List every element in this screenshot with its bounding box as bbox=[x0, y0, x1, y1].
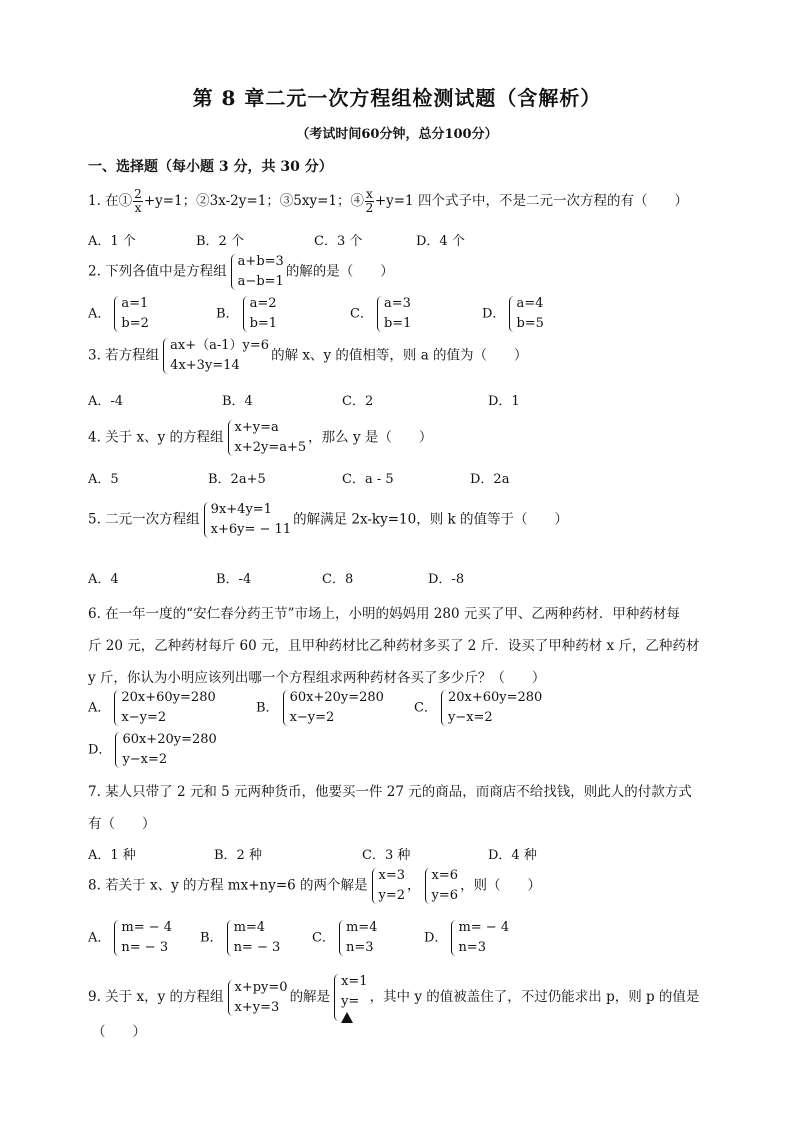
option-label: C． bbox=[350, 306, 373, 322]
equation-system bbox=[439, 688, 542, 728]
equation: b=5 bbox=[516, 316, 544, 331]
q4-option-c: C．a - 5 bbox=[342, 472, 394, 487]
equation: y−x=2 bbox=[122, 752, 168, 767]
question-7-line-2: 有（ ） bbox=[88, 816, 156, 832]
equation-system bbox=[225, 918, 281, 958]
q5-option-a: A．4 bbox=[88, 572, 119, 587]
option-label: C． bbox=[312, 930, 335, 946]
equation: m=4 bbox=[233, 920, 266, 935]
option-label: D． bbox=[482, 306, 506, 322]
equation: b=1 bbox=[383, 316, 412, 331]
q5-option-c: C．8 bbox=[322, 572, 354, 587]
q4-option-b: B．2a+5 bbox=[208, 472, 266, 487]
equation: b=1 bbox=[249, 316, 278, 331]
equation: y=6 bbox=[431, 888, 459, 903]
equation-system bbox=[226, 978, 288, 1018]
question-9-line-2: （ ） bbox=[92, 1024, 146, 1040]
option-label: B． bbox=[200, 930, 223, 946]
q6-option-d bbox=[88, 730, 219, 770]
equation: m=4 bbox=[345, 920, 378, 935]
question-4 bbox=[88, 418, 432, 458]
equation-system bbox=[112, 688, 215, 728]
equation-system bbox=[112, 294, 149, 334]
equation: 4x+3y=14 bbox=[170, 358, 240, 373]
question-3 bbox=[88, 336, 528, 376]
option-label: B． bbox=[256, 700, 279, 716]
equation: 9x+4y=1 bbox=[210, 502, 272, 517]
option-label: C． bbox=[414, 700, 437, 716]
question-text: ，那么 y 是（ ） bbox=[308, 429, 433, 446]
question-2 bbox=[88, 252, 394, 292]
equation: 20x+60y=280 bbox=[121, 690, 216, 705]
equation: x−y=2 bbox=[121, 710, 167, 725]
fraction-denominator: x bbox=[134, 201, 142, 215]
option-label: A． bbox=[88, 306, 111, 322]
equation-system bbox=[449, 918, 509, 958]
fraction-numerator: 2 bbox=[134, 187, 142, 201]
equation-system bbox=[161, 336, 269, 376]
q1-option-d: D．4 个 bbox=[416, 234, 465, 249]
option-label: A． bbox=[88, 700, 111, 716]
equation: ax+（a-1）y=6 bbox=[170, 338, 270, 353]
option-label: D． bbox=[88, 742, 112, 758]
q8-option-c bbox=[312, 918, 379, 958]
q3-option-c: C．2 bbox=[342, 394, 374, 409]
question-7-line-1: 7. 某人只带了 2 元和 5 元两种货币，他要买一件 27 元的商品，而商店不给找钱，则此人的付款方式 bbox=[88, 784, 692, 800]
q6-option-b bbox=[256, 688, 386, 728]
page-title: 第 8 章二元一次方程组检测试题（含解析） bbox=[192, 86, 602, 110]
option-label: B． bbox=[216, 306, 239, 322]
q3-option-a: A．-4 bbox=[88, 394, 124, 409]
equation: x=1 bbox=[341, 974, 368, 989]
q4-option-d: D．2a bbox=[470, 472, 510, 487]
equation: y= bbox=[341, 994, 360, 1009]
equation: n= − 3 bbox=[233, 940, 281, 955]
question-text: +y=1 四个式子中，不是二元一次方程的有（ ） bbox=[374, 193, 688, 209]
equation: x+6y= − 11 bbox=[210, 522, 292, 537]
equation-system bbox=[423, 866, 459, 906]
equation: m= − 4 bbox=[121, 920, 173, 935]
question-1 bbox=[88, 188, 688, 215]
question-text: +y=1；②3x-2y=1；③5xy=1；④ bbox=[143, 193, 365, 209]
triangle-cover-icon bbox=[341, 1012, 353, 1023]
question-5 bbox=[88, 500, 568, 540]
fraction bbox=[365, 188, 374, 215]
equation: x+2y=a+5 bbox=[234, 440, 307, 455]
equation: a+b=3 bbox=[237, 254, 284, 269]
q7-option-a: A．1 种 bbox=[88, 848, 136, 863]
question-8 bbox=[88, 866, 541, 906]
q2-option-b bbox=[216, 294, 279, 334]
equation: a=2 bbox=[249, 296, 277, 311]
q8-option-d bbox=[424, 918, 511, 958]
question-text: 的解满足 2x-ky=10，则 k 的值等于（ ） bbox=[293, 511, 568, 528]
q6-option-a bbox=[88, 688, 218, 728]
q1-option-b: B．2 个 bbox=[196, 234, 244, 249]
question-6-line-1: 6. 在一年一度的“安仁春分药王节”市场上，小明的妈妈用 280 元买了甲、乙两种药材．甲种药材每 bbox=[88, 606, 680, 622]
q7-option-d: D．4 种 bbox=[488, 848, 537, 863]
q7-option-b: B．2 种 bbox=[214, 848, 262, 863]
equation-system bbox=[202, 500, 291, 540]
q7-option-c: C．3 种 bbox=[362, 848, 411, 863]
solution-system bbox=[332, 972, 368, 1023]
equation: y=2 bbox=[378, 888, 406, 903]
q5-option-d: D．-8 bbox=[428, 572, 465, 587]
equation: y−x=2 bbox=[447, 710, 493, 725]
question-text: 1. 在① bbox=[88, 193, 133, 209]
equation-system bbox=[507, 294, 544, 334]
question-text: 的解 x、y 的值相等，则 a 的值为（ ） bbox=[271, 347, 528, 364]
question-6-line-3: y 斤，你认为小明应该列出哪一个方程组求两种药材各买了多少斤？（ ） bbox=[88, 670, 546, 686]
question-text: 3. 若方程组 bbox=[88, 347, 160, 364]
q1-option-a: A．1 个 bbox=[88, 234, 136, 249]
equation-system bbox=[370, 866, 406, 906]
equation: x=3 bbox=[378, 868, 406, 883]
q3-option-b: B．4 bbox=[222, 394, 253, 409]
equation-system bbox=[226, 418, 307, 458]
q2-option-d bbox=[482, 294, 546, 334]
question-text: 的解的是（ ） bbox=[285, 263, 394, 280]
equation: 20x+60y=280 bbox=[447, 690, 543, 705]
q8-option-a bbox=[88, 918, 174, 958]
equation-system bbox=[375, 294, 412, 334]
q2-option-a bbox=[88, 294, 151, 334]
question-text: 的解是 bbox=[289, 989, 331, 1005]
covered-equation bbox=[341, 992, 368, 1023]
q5-option-b: B．-4 bbox=[216, 572, 252, 587]
exam-time-subtitle: （考试时间60分钟，总分100分） bbox=[296, 127, 498, 142]
question-text: 5. 二元一次方程组 bbox=[88, 511, 200, 528]
option-label: A． bbox=[88, 930, 111, 946]
equation: 60x+20y=280 bbox=[122, 732, 217, 747]
equation: a=1 bbox=[121, 296, 149, 311]
q4-option-a: A．5 bbox=[88, 472, 119, 487]
equation: x+y=3 bbox=[234, 999, 280, 1015]
q1-option-c: C．3 个 bbox=[314, 234, 363, 249]
section-heading: 一、选择题（每小题 3 分，共 30 分） bbox=[88, 159, 333, 175]
question-text: ，其中 y 的值被盖住了，不过仍能求出 p，则 p 的值是 bbox=[369, 989, 700, 1005]
question-text: 8. 若关于 x、y 的方程 mx+ny=6 的两个解是 bbox=[88, 877, 368, 894]
question-text: 4. 关于 x、y 的方程组 bbox=[88, 429, 224, 446]
fraction-denominator: 2 bbox=[365, 201, 374, 215]
equation: n=3 bbox=[345, 940, 374, 955]
equation: a=3 bbox=[383, 296, 411, 311]
equation: n=3 bbox=[458, 940, 486, 955]
fraction-numerator: x bbox=[366, 187, 373, 201]
equation-system bbox=[229, 252, 284, 292]
equation: x−y=2 bbox=[289, 710, 335, 725]
equation: a=4 bbox=[516, 296, 544, 311]
question-text: 2. 下列各值中是方程组 bbox=[88, 263, 227, 280]
fraction bbox=[133, 188, 143, 215]
equation: x+py=0 bbox=[234, 979, 288, 995]
equation-system bbox=[241, 294, 278, 334]
equation: x+y=a bbox=[234, 420, 279, 435]
option-label: D． bbox=[424, 930, 448, 946]
q8-option-b bbox=[200, 918, 282, 958]
q2-option-c bbox=[350, 294, 413, 334]
question-text: ，则（ ） bbox=[460, 877, 542, 894]
equation: a−b=1 bbox=[237, 274, 284, 289]
equation-system bbox=[281, 688, 384, 728]
q6-option-c bbox=[414, 688, 544, 728]
q3-option-d: D．1 bbox=[488, 394, 520, 409]
equation: x=6 bbox=[431, 868, 459, 883]
question-9 bbox=[88, 972, 699, 1023]
equation: b=2 bbox=[121, 316, 149, 331]
separator: ， bbox=[407, 877, 421, 894]
equation: n= − 3 bbox=[121, 940, 169, 955]
equation: 60x+20y=280 bbox=[289, 690, 384, 705]
equation-system bbox=[337, 918, 378, 958]
question-6-line-2: 斤 20 元，乙种药材每斤 60 元，且甲种药材比乙种药材多买了 2 斤．设买了甲种药材 x 斤，乙种药材 bbox=[88, 638, 700, 654]
equation-system bbox=[113, 730, 216, 770]
equation: m= − 4 bbox=[458, 920, 510, 935]
equation-system bbox=[112, 918, 172, 958]
question-text: 9. 关于 x，y 的方程组 bbox=[88, 989, 224, 1005]
